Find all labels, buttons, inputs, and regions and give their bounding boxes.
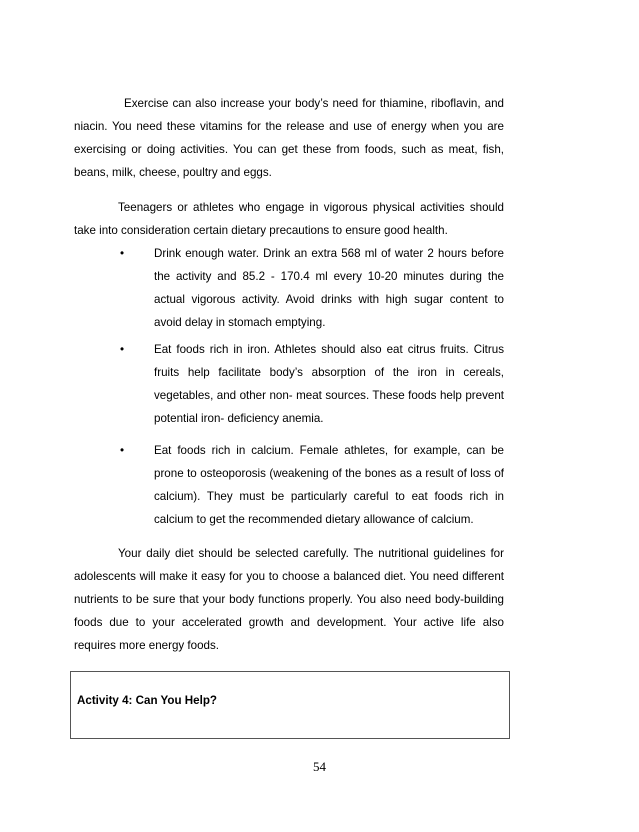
activity-box <box>70 671 510 739</box>
bullet-text: Eat foods rich in iron. Athletes should also eat citrus fruits. Citrus fruits help facilitate body’s absorption of the iron in cereals, vegetables, and other non- meat sources. These foods help prevent potential iron- deficiency anemia. <box>154 343 504 425</box>
paragraph-teenagers: Teenagers or athletes who engage in vigorous physical activities should take into consideration certain dietary precautions to ensure good health. <box>74 201 504 237</box>
bullet-text: Eat foods rich in calcium. Female athletes, for example, can be prone to osteoporosis (weakening of the bones as a result of loss of calcium). They must be particularly careful to eat foods rich in calcium to get the recommended dietary allowance of calcium. <box>154 444 504 526</box>
bullet-text: Drink enough water. Drink an extra 568 ml of water 2 hours before the activity and 85.2 - 170.4 ml every 10-20 minutes during the actual vigorous activity. Avoid drinks with high sugar content to avoid delay in stomach emptying. <box>154 247 504 329</box>
bullet-icon: • <box>120 444 125 457</box>
page-number: 54 <box>313 759 326 774</box>
activity-title: Activity 4: Can You Help? <box>77 694 218 707</box>
paragraph-vitamins: Exercise can also increase your body’s need for thiamine, riboflavin, and niacin. You need these vitamins for the release and use of energy when you are exercising or doing activities. You can get these from foods, such as meat, fish, beans, milk, cheese, poultry and eggs. <box>74 97 504 179</box>
paragraph-daily-diet: Your daily diet should be selected carefully. The nutritional guidelines for adolescents will make it easy for you to choose a balanced diet. You need different nutrients to be sure that your body functions properly. You also need body-building foods due to your accelerated growth and development. Your active life also requires more energy foods. <box>74 547 504 652</box>
bullet-icon: • <box>120 343 125 356</box>
bullet-icon: • <box>120 247 125 260</box>
